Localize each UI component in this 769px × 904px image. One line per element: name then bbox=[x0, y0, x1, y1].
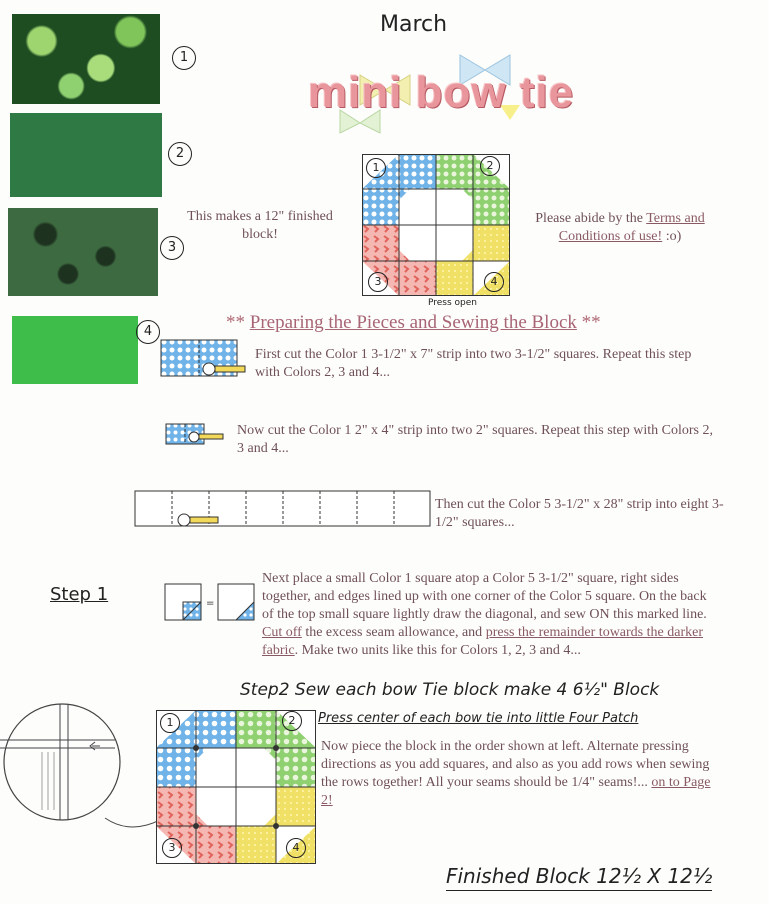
step-cut-3-text: Then cut the Color 5 3-1/2" x 28" strip into eight 3-1/2" squares... bbox=[435, 497, 724, 530]
page-2-link[interactable]: on to Page 2! bbox=[321, 775, 711, 808]
fabric-swatch-3 bbox=[8, 208, 158, 296]
terms-prefix: Please abide by the bbox=[535, 211, 647, 226]
intro-left-text: This makes a 12" finished block! bbox=[187, 209, 333, 242]
cut-strip-diagram-3 bbox=[134, 490, 434, 530]
step-cut-2-text: Now cut the Color 1 2" x 4" strip into two 2" squares. Repeat this step with Colors 2, 3 and 4... bbox=[237, 423, 713, 456]
svg-text:=: = bbox=[206, 598, 215, 609]
block-number-1: 1 bbox=[366, 158, 386, 178]
block-number-3: 3 bbox=[368, 272, 388, 292]
swatch-number-1: 1 bbox=[172, 46, 196, 70]
preparing-pieces-link[interactable]: Preparing the Pieces and Sewing the Block bbox=[249, 312, 577, 333]
step-2-text bbox=[321, 738, 719, 810]
press-open-note: Press open bbox=[428, 298, 478, 308]
block-number-4: 4 bbox=[484, 272, 504, 292]
terms-suffix: :o) bbox=[662, 229, 682, 244]
block-number-2: 2 bbox=[480, 156, 500, 176]
heading-stars-left: ** bbox=[226, 312, 245, 333]
step-cut-1-text: First cut the Color 1 3-1/2" x 7" strip into two 3-1/2" squares. Repeat this step with Colors 2, 3 and 4... bbox=[255, 347, 692, 380]
month-label: March bbox=[380, 12, 448, 37]
seam-detail-sketch bbox=[0, 690, 160, 840]
fabric-swatch-2 bbox=[10, 113, 162, 197]
swatch-number-2: 2 bbox=[168, 142, 192, 166]
bottom-block-number-3: 3 bbox=[162, 838, 182, 858]
bottom-block-number-2: 2 bbox=[282, 711, 302, 731]
step-1-cut-off: Cut off bbox=[262, 625, 302, 640]
swatch-number-4: 4 bbox=[136, 320, 160, 344]
step-2-label: Step2 Sew each bow Tie block make 4 6½" Block bbox=[240, 680, 660, 700]
heading-stars-right: ** bbox=[581, 312, 601, 333]
step-1-part-a: Next place a small Color 1 square atop a Color 5 3-1/2" square, right sides together, and edges lined up with one corner of the Color 5 square. On the back of the top small square lightly draw the diagonal, and sew ON this marked line. bbox=[262, 571, 707, 622]
finished-block-note: Finished Block 12½ X 12½ bbox=[446, 864, 712, 891]
page-title: mini bow tie bbox=[308, 68, 575, 117]
bottom-block-number-4: 4 bbox=[286, 838, 306, 858]
step-1-press: press the remainder towards the darker fabric bbox=[262, 625, 703, 658]
fabric-swatch-1 bbox=[12, 14, 160, 104]
step-1-part-b: the excess seam allowance, and bbox=[301, 625, 486, 640]
cut-strip-diagram-2 bbox=[165, 422, 235, 450]
section-heading bbox=[226, 312, 601, 334]
fabric-swatch-4 bbox=[12, 316, 138, 384]
bottom-block-number-1: 1 bbox=[160, 713, 180, 733]
step-2-press-note: Press center of each bow tie into little Four Patch bbox=[318, 711, 639, 726]
swatch-number-3: 3 bbox=[160, 236, 184, 260]
intro-right-text bbox=[520, 210, 720, 246]
step-1-text bbox=[262, 570, 717, 660]
step-1-diagram bbox=[164, 582, 260, 624]
step-1-label: Step 1 bbox=[50, 584, 109, 605]
step-1-part-c: . Make two units like this for Colors 1, 2, 3 and 4... bbox=[294, 643, 581, 658]
step-2-body: Now piece the block in the order shown at left. Alternate pressing directions as you add squares, and also as you add rows when sewing the rows together! All your seams should be 1/4" seams!... bbox=[321, 739, 710, 790]
cut-strip-diagram-1 bbox=[160, 338, 270, 382]
terms-link[interactable]: Terms and Conditions of use! bbox=[558, 211, 705, 244]
